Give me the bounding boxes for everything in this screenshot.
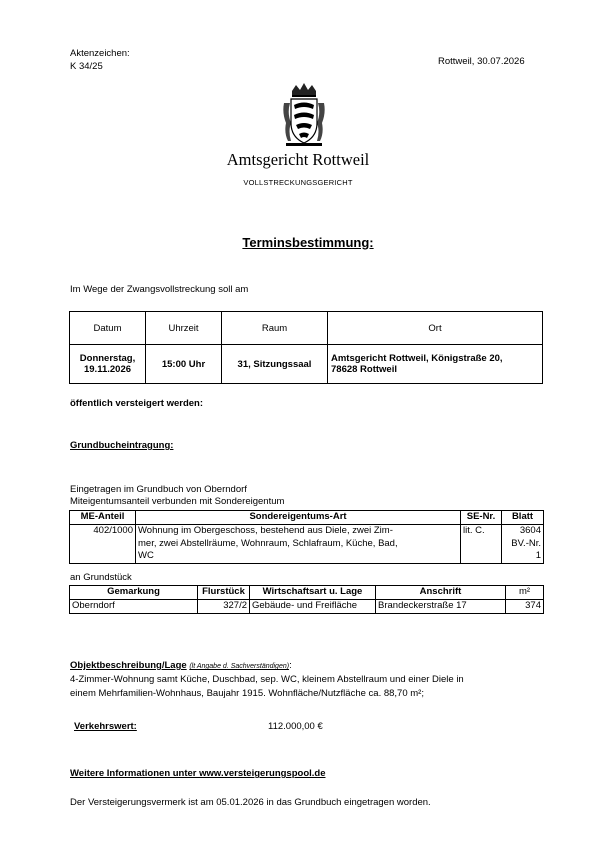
se-art-line: WC <box>138 550 154 561</box>
flaeche: 374 <box>506 600 544 614</box>
objekt-heading-line <box>70 660 292 671</box>
objekt-heading: Objektbeschreibung/Lage <box>70 660 187 671</box>
termin-place-cell <box>328 345 543 384</box>
document-title: Terminsbestimmung: <box>242 235 374 250</box>
sondereigentum-row <box>70 525 544 564</box>
blatt-cell <box>502 525 544 564</box>
grundbuch-heading: Grundbucheintragung: <box>70 440 174 451</box>
grundstueck-label: an Grundstück <box>70 572 132 583</box>
grundstueck-table <box>69 585 544 614</box>
se-art-line: Wohnung im Obergeschoss, bestehend aus Diele, zwei Zim- <box>138 525 393 536</box>
me-anteil: 402/1000 <box>70 525 136 564</box>
footer-text: Der Versteigerungsvermerk ist am 05.01.2026 in das Grundbuch eingetragen worden. <box>70 797 431 808</box>
anschrift: Brandeckerstraße 17 <box>376 600 506 614</box>
table-header-cell: Sondereigentums-Art <box>136 511 461 525</box>
table-header-cell: Flurstück <box>198 586 250 600</box>
table-header-cell: ME-Anteil <box>70 511 136 525</box>
weitere-info: Weitere Informationen unter www.versteigerungspool.de <box>70 768 326 779</box>
table-header-cell: SE-Nr. <box>461 511 502 525</box>
table-header-cell: Wirtschaftsart u. Lage <box>250 586 376 600</box>
grundbuch-line2: Miteigentumsanteil verbunden mit Sondereigentum <box>70 496 285 507</box>
aktenzeichen-value: K 34/25 <box>70 61 103 72</box>
gemarkung: Oberndorf <box>70 600 198 614</box>
objekt-line2: einem Mehrfamilien-Wohnhaus, Baujahr 1915. Wohnfläche/Nutzfläche ca. 88,70 m²; <box>70 688 424 699</box>
intro-text: Im Wege der Zwangsvollstreckung soll am <box>70 284 249 295</box>
blatt-line: BV.-Nr. <box>511 537 541 549</box>
termin-header-row <box>70 312 543 345</box>
se-nr: lit. C. <box>461 525 502 564</box>
table-header-cell: Blatt <box>502 511 544 525</box>
se-art-line: mer, zwei Abstellräume, Wohnraum, Schlafraum, Küche, Bad, <box>138 537 398 549</box>
termin-place-line1: Amtsgericht Rottweil, Königstraße 20, <box>331 353 503 364</box>
sondereigentum-header-row <box>70 511 544 525</box>
versteigert-text: öffentlich versteigert werden: <box>70 398 204 409</box>
se-art-cell <box>136 525 461 564</box>
table-header-cell: m² <box>506 586 544 600</box>
grundbuch-line1: Eingetragen im Grundbuch von Oberndorf <box>70 484 247 495</box>
verkehrswert-label: Verkehrswert: <box>74 721 137 732</box>
termin-place-line2: 78628 Rottweil <box>331 364 397 375</box>
termin-room: 31, Sitzungssaal <box>222 345 328 384</box>
termin-header-cell: Ort <box>328 312 543 345</box>
grundstueck-row <box>70 600 544 614</box>
court-department: VOLLSTRECKUNGSGERICHT <box>243 178 353 187</box>
objekt-colon: : <box>289 660 292 671</box>
grundstueck-header-row <box>70 586 544 600</box>
verkehrswert-value: 112.000,00 € <box>268 721 323 732</box>
table-header-cell: Anschrift <box>376 586 506 600</box>
sondereigentum-table <box>69 510 544 564</box>
termin-date-cell <box>70 345 146 384</box>
termin-table <box>69 311 543 384</box>
termin-header-cell: Uhrzeit <box>146 312 222 345</box>
place-date: Rottweil, 30.07.2026 <box>438 56 525 67</box>
table-header-cell: Gemarkung <box>70 586 198 600</box>
termin-time: 15:00 Uhr <box>146 345 222 384</box>
termin-date-line1: Donnerstag, <box>79 353 136 364</box>
termin-header-cell: Datum <box>70 312 146 345</box>
wirtschaftsart: Gebäude- und Freifläche <box>250 600 376 614</box>
blatt-line: 1 <box>535 550 541 561</box>
court-name: Amtsgericht Rottweil <box>226 150 370 169</box>
termin-header-cell: Raum <box>222 312 328 345</box>
aktenzeichen-label: Aktenzeichen: <box>70 48 130 59</box>
flurstueck: 327/2 <box>198 600 250 614</box>
objekt-note: (lt Angabe d. Sachverständigen) <box>189 663 290 670</box>
blatt-line: 3604 <box>519 525 541 536</box>
termin-value-row <box>70 345 543 384</box>
coat-of-arms-icon <box>282 83 326 147</box>
termin-date-line2: 19.11.2026 <box>83 364 132 375</box>
objekt-line1: 4-Zimmer-Wohnung samt Küche, Duschbad, sep. WC, kleinem Abstellraum und einer Diele in <box>70 674 464 685</box>
